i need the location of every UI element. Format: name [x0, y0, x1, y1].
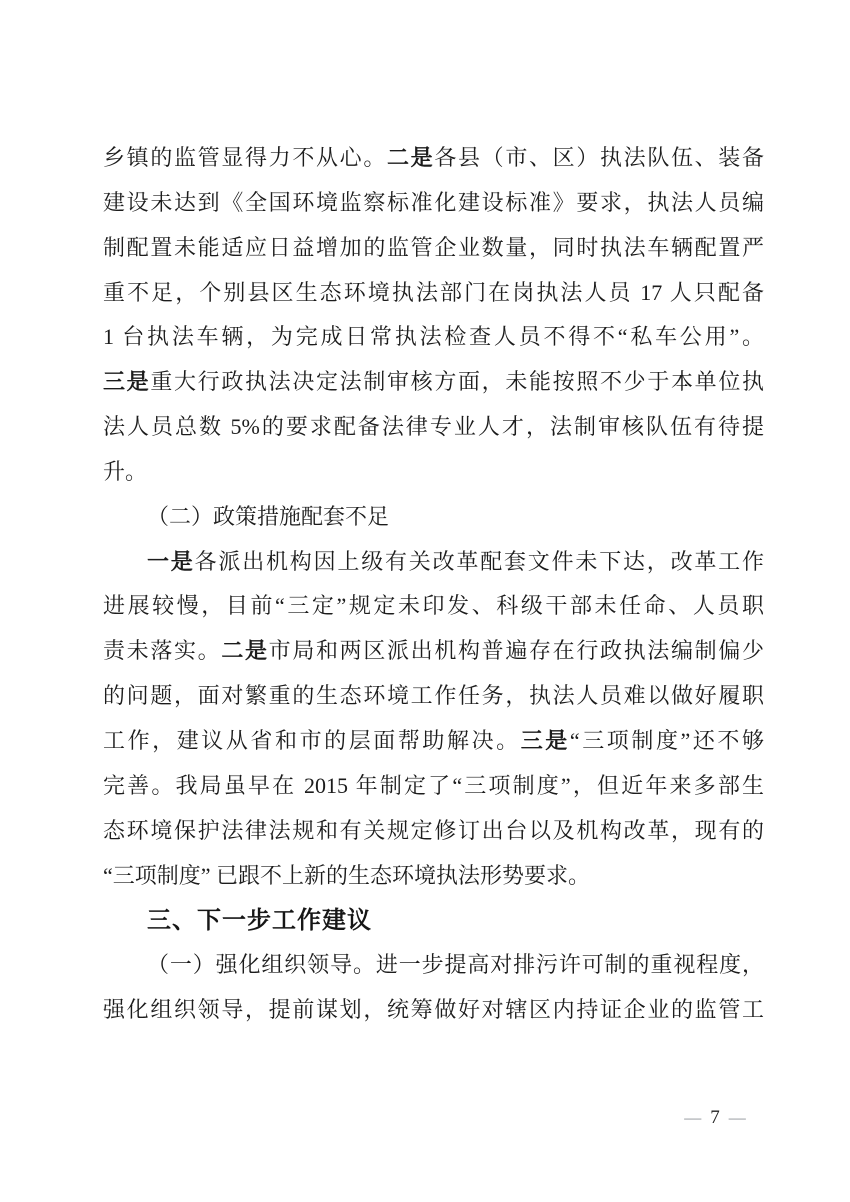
emphasis-segment: 三是 [103, 369, 151, 395]
text-segment: 建设未达到《全国环境监察标准化建设标准》要求，执法人员编 [103, 189, 764, 215]
text-line [103, 540, 764, 585]
text-line [103, 405, 764, 450]
page-footer [660, 1104, 770, 1132]
text-line [103, 764, 764, 809]
text-segment: 法人员总数 5%的要求配备法律专业人才，法制审核队伍有待提 [103, 414, 765, 440]
text-segment: 乡镇的监管显得力不从心。 [103, 145, 387, 170]
text-segment: “三项制度”还不够 [569, 727, 764, 753]
text-segment: （二）政策措施配套不足 [147, 503, 390, 529]
text-segment: 各派出机构因上级有关改革配套文件未下达，改革工作 [194, 548, 764, 574]
text-line [103, 854, 764, 899]
text-line [103, 181, 764, 226]
emphasis-segment: 三是 [520, 727, 570, 753]
text-line [103, 271, 764, 316]
text-segment: 三、下一步工作建议 [147, 906, 372, 935]
text-line [103, 360, 764, 405]
text-line [103, 226, 764, 271]
text-segment: 各县（市、区）执法队伍、装备 [434, 145, 764, 170]
text-segment: 进展较慢，目前“三定”规定未印发、科级干部未任命、人员职 [103, 593, 764, 619]
text-line [103, 315, 764, 360]
text-segment: 进一步提高对排污许可制的重视程度， [375, 952, 764, 978]
page-number: 7 [710, 1107, 720, 1128]
text-line [103, 809, 764, 854]
text-segment: 的问题，面对繁重的生态环境工作任务，执法人员难以做好履职 [103, 683, 764, 709]
text-segment: 重大行政执法决定法制审核方面，未能按照不少于本单位执 [150, 369, 764, 395]
text-line [103, 988, 764, 1033]
text-segment: 1 台执法车辆，为完成日常执法检查人员不得不“私车公用”。 [103, 324, 764, 350]
text-segment: 重不足，个别县区生态环境执法部门在岗执法人员 17 人只配备 [103, 279, 764, 305]
text-segment: 工作，建议从省和市的层面帮助解决。 [103, 727, 521, 753]
emphasis-segment: 二是 [386, 145, 435, 170]
emphasis-segment: 二是 [221, 638, 269, 664]
text-segment: 完善。我局虽早在 2015 年制定了“三项制度”，但近年来多部生 [103, 772, 764, 798]
text-line [103, 450, 764, 495]
footer-right-dash: — [728, 1108, 746, 1127]
text-segment: （一）强化组织领导。 [147, 952, 376, 978]
text-block [103, 136, 764, 1033]
text-line [103, 629, 764, 674]
footer-left-dash: — [684, 1108, 702, 1127]
text-segment: 强化组织领导，提前谋划，统筹做好对辖区内持证企业的监管工 [103, 997, 764, 1023]
text-segment: “三项制度” 已跟不上新的生态环境执法形势要求。 [103, 862, 591, 888]
section-heading [103, 898, 764, 943]
text-segment: 市局和两区派出机构普遍存在行政执法编制偏少 [268, 638, 764, 664]
text-line [103, 674, 764, 719]
text-segment: 责未落实。 [103, 638, 222, 664]
text-line [103, 136, 764, 181]
text-segment: 升。 [103, 458, 148, 484]
text-segment: 态环境保护法律法规和有关规定修订出台以及机构改革，现有的 [103, 817, 764, 843]
sub-heading [103, 495, 764, 540]
text-segment: 制配置未能适应日益增加的监管企业数量，同时执法车辆配置严 [103, 234, 764, 260]
text-line [103, 943, 764, 988]
text-line [103, 719, 764, 764]
emphasis-segment: 一是 [147, 548, 195, 574]
text-line [103, 584, 764, 629]
